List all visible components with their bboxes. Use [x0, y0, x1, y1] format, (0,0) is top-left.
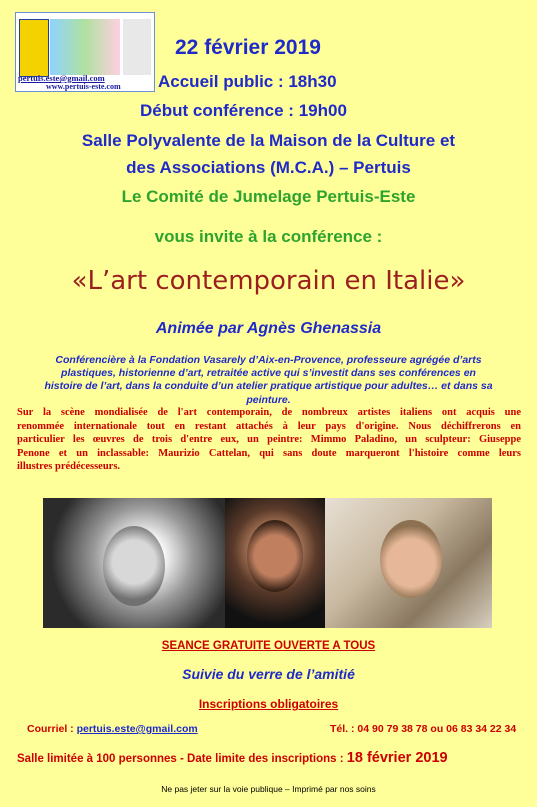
bio-line: plastiques, historienne d’art, retraitée active qui s’investit dans ses conférences en	[61, 367, 476, 380]
invitation-line: vous invite à la conférence :	[154, 227, 383, 246]
contact-email	[27, 723, 198, 735]
description-line: renommée internationale tout en restant attachés à leur pays d'origine. Nous déchiffrerons en	[17, 420, 521, 432]
description-line: particulier les œuvres de trois d'entre eux, un peintre: Mimmo Paladino, un sculpteur: Giuseppe	[17, 434, 521, 445]
bio-line: Conférencière à la Fondation Vasarely d’Aix-en-Provence, professeure agrégée d’arts	[55, 354, 482, 366]
logo-email-link[interactable]: pertuis.este@gmail.com	[18, 73, 105, 83]
venue-line-1: Salle Polyvalente de la Maison de la Culture et	[81, 131, 456, 150]
city-coat-of-arms-icon	[123, 19, 151, 75]
email-link[interactable]: pertuis.este@gmail.com	[76, 723, 198, 735]
description-line: illustres prédécesseurs.	[17, 461, 121, 472]
free-session-text: SEANCE GRATUITE OUVERTE A TOUS	[161, 640, 376, 652]
twinning-banner-image	[50, 19, 120, 75]
capacity-deadline	[17, 750, 448, 766]
artist-photos	[43, 498, 492, 628]
capacity-text: Salle limitée à 100 personnes - Date limite des inscriptions :	[17, 753, 347, 765]
speaker-line: Animée par Agnès Ghenassia	[155, 320, 382, 337]
description-line: Sur la scène mondialisée de l'art contemporain, de nombreux artistes italiens ont acquis une	[17, 407, 521, 418]
photo-artist-2	[225, 498, 325, 628]
logo	[15, 12, 155, 92]
organizer: Le Comité de Jumelage Pertuis-Este	[121, 187, 416, 206]
photo-artist-1	[43, 498, 225, 628]
conference-title: «L’art contemporain en Italie»	[71, 266, 466, 296]
bio-line: peinture.	[246, 393, 291, 406]
logo-website-link[interactable]: www.pertuis-este.com	[46, 82, 121, 91]
contact-phone: Tél. : 04 90 79 38 78 ou 06 83 34 22 34	[330, 723, 517, 735]
event-date: 22 février 2019	[175, 36, 321, 59]
free-session-notice	[0, 640, 537, 652]
print-notice: Ne pas jeter sur la voie publique – Imprimé par nos soins	[161, 784, 376, 794]
speaker-bio	[15, 354, 522, 407]
description-line: Penone et un inclassable: Maurizio Cattelan, qui sans doute marqueront l'histoire comme leurs	[17, 447, 521, 459]
photo-artist-3	[325, 498, 492, 628]
venue-line-2: des Associations (M.C.A.) – Pertuis	[126, 158, 411, 177]
bio-line: histoire de l’art, dans la conduite d’un atelier pratique artistique pour adultes… et dans sa	[44, 380, 493, 393]
email-label: Courriel :	[27, 723, 77, 735]
debut-time: Début conférence : 19h00	[140, 101, 347, 120]
conference-description	[17, 406, 521, 474]
fleur-de-lis-emblem-icon	[19, 19, 49, 77]
deadline-date: 18 février 2019	[346, 750, 448, 766]
registration-required-text: Inscriptions obligatoires	[198, 697, 339, 711]
followed-by: Suivie du verre de l’amitié	[182, 666, 355, 682]
registration-required	[0, 697, 537, 711]
accueil-time: Accueil public : 18h30	[158, 72, 337, 91]
